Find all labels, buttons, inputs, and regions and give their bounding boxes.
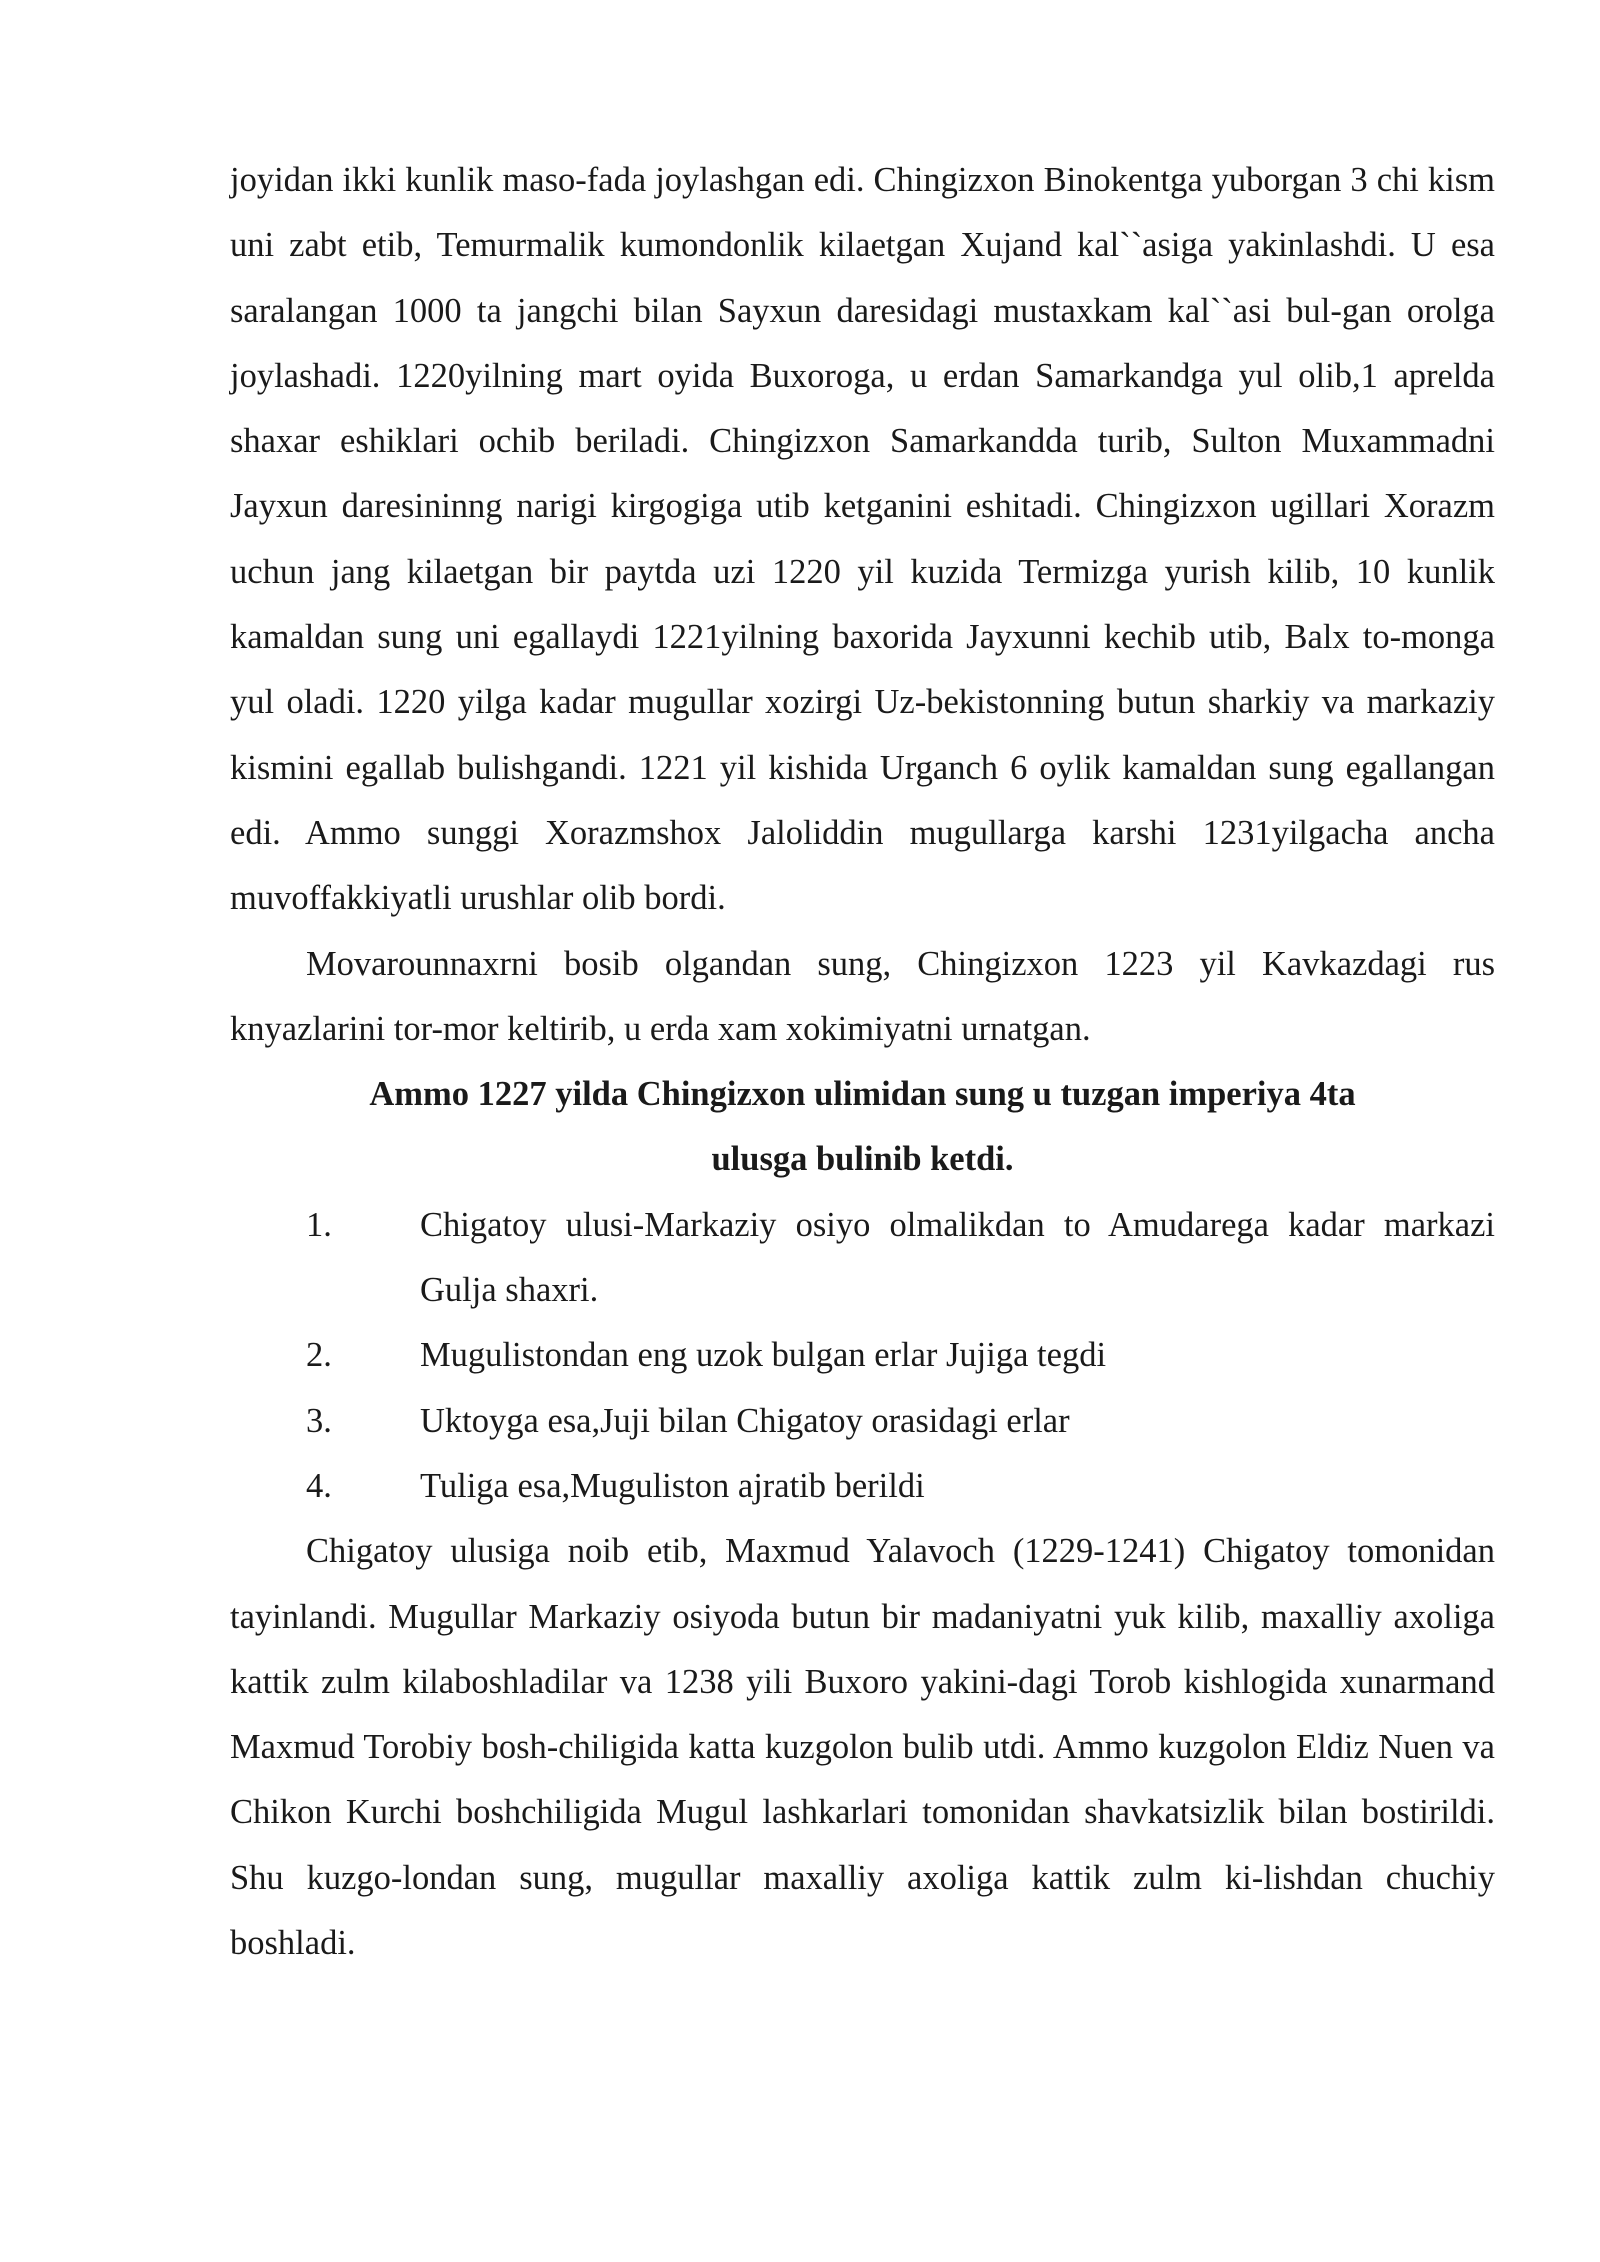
list-item-text: Chigatoy ulusi-Markaziy osiyo olmalikdan to Amudarega kadar markazi Gulja shaxri. xyxy=(420,1205,1495,1310)
list-item-text: Tuliga esa,Muguliston ajratib berildi xyxy=(420,1466,925,1505)
list-item xyxy=(230,1193,1495,1324)
section-heading xyxy=(230,1062,1495,1193)
ulus-list xyxy=(230,1193,1495,1519)
list-item-number: 4. xyxy=(306,1466,332,1505)
list-item-number: 3. xyxy=(306,1401,332,1440)
list-item xyxy=(230,1389,1495,1454)
list-item xyxy=(230,1454,1495,1519)
list-item-text: Uktoyga esa,Juji bilan Chigatoy orasidagi erlar xyxy=(420,1401,1070,1440)
section-heading-line-2: ulusga bulinib ketdi. xyxy=(711,1140,1014,1179)
list-item-number: 2. xyxy=(306,1336,332,1375)
list-item-text: Mugulistondan eng uzok bulgan erlar Jujiga tegdi xyxy=(420,1336,1107,1375)
paragraph-caucasus: Movarounnaxrni bosib olgandan sung, Chingizxon 1223 yil Kavkazdagi rus knyazlarini tor-mor keltirib, u erda xam xokimiyatni urnatgan. xyxy=(230,944,1495,1048)
paragraph-conquest: joyidan ikki kunlik maso-fada joylashgan edi. Chingizxon Binokentga yuborgan 3 chi kism uni zabt etib, Temurmalik kumondonlik kilaetgan Xujand kal``asiga yakinlashdi. U esa saralangan 1000 ta jangchi bilan Sayxun daresidagi mustaxkam kal``asi bul-gan orolga joylashadi. 1220yilning mart oyida Buxoroga, u erdan Samarkandga yul olib,1 aprelda shaxar eshiklari ochib beriladi. Chingizxon Samarkandda turib, Sulton Muxammadni Jayxun daresininng narigi kirgogiga utib ketganini eshitadi. Chingizxon ugillari Xorazm uchun jang kilaetgan bir paytda uzi 1220 yil kuzida Termizga yurish kilib, 10 kunlik kamaldan sung uni egallaydi 1221yilning baxorida Jayxunni kechib utib, Balx to-monga yul oladi. 1220 yilga kadar mugullar xozirgi Uz-bekistonning butun sharkiy va markaziy kismini egallab bulishgandi. 1221 yil kishida Urganch 6 oylik kamaldan sung egallangan edi. Ammo sunggi Xorazmshox Jaloliddin mugullarga karshi 1231yilgacha ancha muvoffakkiyatli urushlar olib bordi. xyxy=(230,161,1495,918)
document-page xyxy=(230,148,1495,1976)
list-item xyxy=(230,1323,1495,1388)
paragraph-chigatoy-ulus: Chigatoy ulusiga noib etib, Maxmud Yalavoch (1229-1241) Chigatoy tomonidan tayinlandi. Mugullar Markaziy osiyoda butun bir madaniyatni yuk kilib, maxalliy axoliga kattik zulm kilaboshladilar va 1238 yili Buxoro yakini-dagi Torob kishlogida xunarmand Maxmud Torobiy bosh-chiligida katta kuzgolon bulib utdi. Ammo kuzgolon Eldiz Nuen va Chikon Kurchi boshchiligida Mugul lashkarlari tomonidan shavkatsizlik bilan bostirildi. Shu kuzgo-londan sung, mugullar maxalliy axoliga kattik zulm ki-lishdan chuchiy boshladi. xyxy=(230,1532,1495,1963)
section-heading-line-1: Ammo 1227 yilda Chingizxon ulimidan sung u tuzgan imperiya 4ta xyxy=(369,1075,1356,1114)
list-item-number: 1. xyxy=(306,1205,332,1244)
